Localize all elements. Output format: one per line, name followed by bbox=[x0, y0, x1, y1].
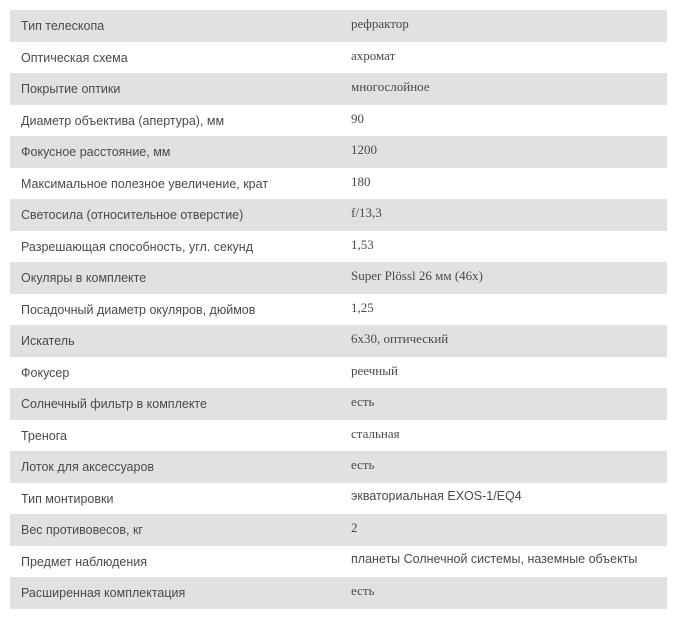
spec-value: 2 bbox=[351, 520, 358, 535]
spec-label: Предмет наблюдения bbox=[21, 554, 147, 569]
spec-value: рефрактор bbox=[351, 16, 409, 31]
spec-value: стальная bbox=[351, 425, 400, 441]
table-row bbox=[10, 294, 667, 326]
spec-label: Покрытие оптики bbox=[21, 82, 121, 96]
spec-label: Тип телескопа bbox=[21, 19, 105, 33]
spec-value: Super Plössl 26 мм (46x) bbox=[351, 268, 484, 283]
spec-value: 180 bbox=[351, 173, 371, 189]
table-row bbox=[10, 483, 667, 515]
spec-value: 6x30, оптический bbox=[351, 331, 449, 346]
spec-value: экваториальная EXOS-1/EQ4 bbox=[351, 488, 522, 503]
spec-label: Искатель bbox=[21, 334, 75, 348]
table-row bbox=[10, 10, 667, 42]
spec-label: Разрешающая способность, угл. секунд bbox=[21, 239, 253, 254]
table-row bbox=[10, 168, 667, 200]
table-row bbox=[10, 514, 667, 546]
table-row bbox=[10, 105, 667, 137]
spec-value: 1,25 bbox=[351, 299, 374, 315]
spec-label: Тип монтировки bbox=[21, 491, 114, 506]
spec-value: 90 bbox=[351, 110, 364, 126]
spec-label: Солнечный фильтр в комплекте bbox=[21, 397, 207, 411]
spec-value: f/13,3 bbox=[351, 205, 382, 220]
table-row bbox=[10, 546, 667, 578]
spec-label: Расширенная комплектация bbox=[21, 586, 186, 600]
table-row bbox=[10, 231, 667, 263]
spec-label: Фокусер bbox=[21, 365, 70, 380]
spec-value: есть bbox=[351, 457, 375, 472]
table-row bbox=[10, 451, 667, 483]
spec-label: Окуляры в комплекте bbox=[21, 271, 147, 285]
table-row bbox=[10, 420, 667, 452]
spec-value: реечный bbox=[351, 362, 398, 378]
spec-value: ахромат bbox=[351, 47, 396, 63]
spec-label: Диаметр объектива (апертура), мм bbox=[21, 113, 225, 128]
spec-label: Посадочный диаметр окуляров, дюймов bbox=[21, 302, 256, 317]
spec-value: есть bbox=[351, 583, 375, 598]
table-row bbox=[10, 42, 667, 74]
spec-value: 1,53 bbox=[351, 236, 374, 252]
spec-value: планеты Солнечной системы, наземные объекты bbox=[351, 551, 638, 566]
spec-value: многослойное bbox=[351, 79, 430, 94]
table-row bbox=[10, 199, 667, 231]
spec-label: Максимальное полезное увеличение, крат bbox=[21, 176, 269, 191]
spec-label: Оптическая схема bbox=[21, 50, 128, 65]
spec-label: Светосила (относительное отверстие) bbox=[21, 208, 244, 222]
spec-label: Лоток для аксессуаров bbox=[21, 460, 155, 474]
spec-value: есть bbox=[351, 394, 375, 409]
table-row bbox=[10, 262, 667, 294]
table-row bbox=[10, 577, 667, 609]
table-row bbox=[10, 388, 667, 420]
spec-label: Тренога bbox=[21, 428, 67, 443]
spec-table bbox=[10, 10, 667, 609]
spec-value: 1200 bbox=[351, 142, 377, 157]
spec-label: Фокусное расстояние, мм bbox=[21, 145, 171, 159]
table-row bbox=[10, 357, 667, 389]
spec-label: Вес противовесов, кг bbox=[21, 523, 143, 537]
table-row bbox=[10, 325, 667, 357]
table-row bbox=[10, 73, 667, 105]
table-row bbox=[10, 136, 667, 168]
